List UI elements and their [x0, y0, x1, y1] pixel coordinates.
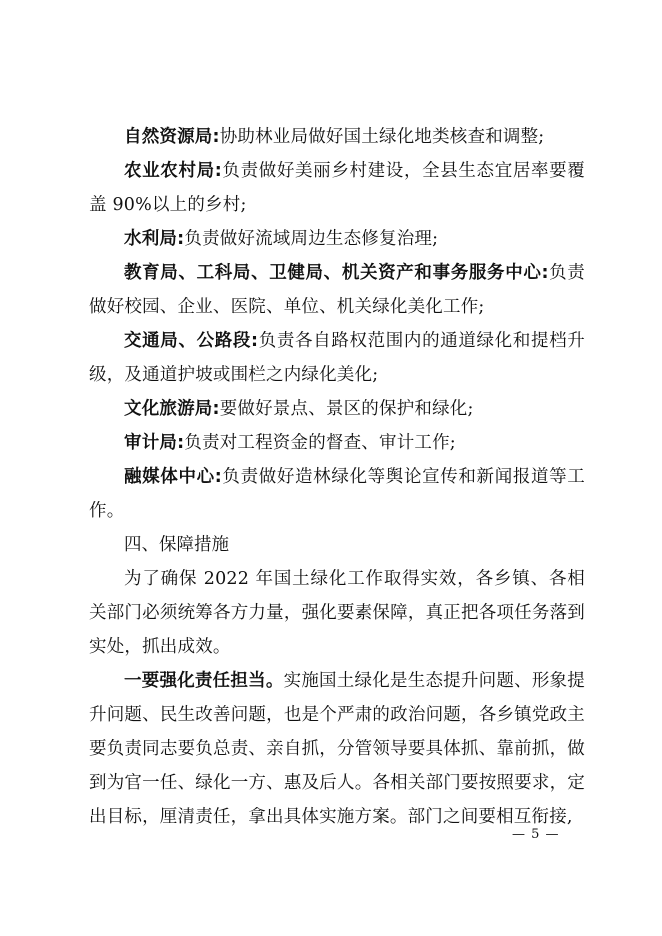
- dept-label: 交通局、公路段:: [124, 331, 259, 351]
- dept-label: 水利局:: [124, 229, 185, 249]
- dept-label: 融媒体中心:: [124, 467, 222, 487]
- duty-text: 负责对工程资金的督查、审计工作;: [184, 433, 456, 453]
- dept-label: 文化旅游局:: [124, 399, 220, 419]
- duty-culture-tourism: [89, 392, 585, 426]
- duty-transport: [89, 324, 585, 392]
- duty-text: 负责做好流域周边生态修复治理;: [184, 229, 439, 249]
- duty-text: 要做好景点、景区的保护和绿化;: [219, 399, 474, 419]
- duty-text: 协助林业局做好国土绿化地类核查和调整;: [219, 127, 545, 147]
- duty-text: 负责各自路权范围内的通道绿化和提档升级，及通道护坡或围栏之内绿化美化;: [89, 331, 585, 385]
- duty-text: 负责做好造林绿化等舆论宣传和新闻报道等工作。: [89, 467, 586, 521]
- duty-water: [89, 222, 585, 256]
- duty-text: 负责做好美丽乡村建设，全县生态宜居率要覆盖 90%以上的乡村;: [89, 161, 586, 215]
- dept-label: 农业农村局:: [124, 161, 222, 181]
- measure-title: 一要强化责任担当。: [124, 671, 284, 691]
- duty-agriculture: [89, 154, 585, 222]
- page-body: [89, 120, 585, 834]
- duty-media-center: [89, 460, 585, 528]
- dept-label: 教育局、工科局、卫健局、机关资产和事务服务中心:: [124, 263, 549, 283]
- section-heading: 四、保障措施: [124, 535, 229, 555]
- duty-education-group: [89, 256, 585, 324]
- dept-label: 审计局:: [124, 433, 185, 453]
- duty-text: 负责做好校园、企业、医院、单位、机关绿化美化工作;: [89, 263, 586, 317]
- intro-paragraph: 为了确保 2022 年国土绿化工作取得实效，各乡镇、各相关部门必须统筹各方力量，强化要素保障，真正把各项任务落到实处，抓出成效。: [89, 569, 585, 657]
- measure-text: 实施国土绿化是生态提升问题、形象提升问题、民生改善问题，也是个严肃的政治问题，各乡镇党政主要负责同志要负总责、亲自抓，分管领导要具体抓、靠前抓，做到为官一任、绿化一方、惠及后人。各相关部门要按照要求，定出目标，厘清责任，拿出具体实施方案。部门之间要相互衔接,: [89, 671, 585, 827]
- duty-natural-resources: [89, 120, 585, 154]
- dept-label: 自然资源局:: [124, 127, 220, 147]
- page-number: — 5 —: [512, 827, 560, 842]
- measure-paragraph: [89, 664, 585, 834]
- duty-audit: [89, 426, 585, 460]
